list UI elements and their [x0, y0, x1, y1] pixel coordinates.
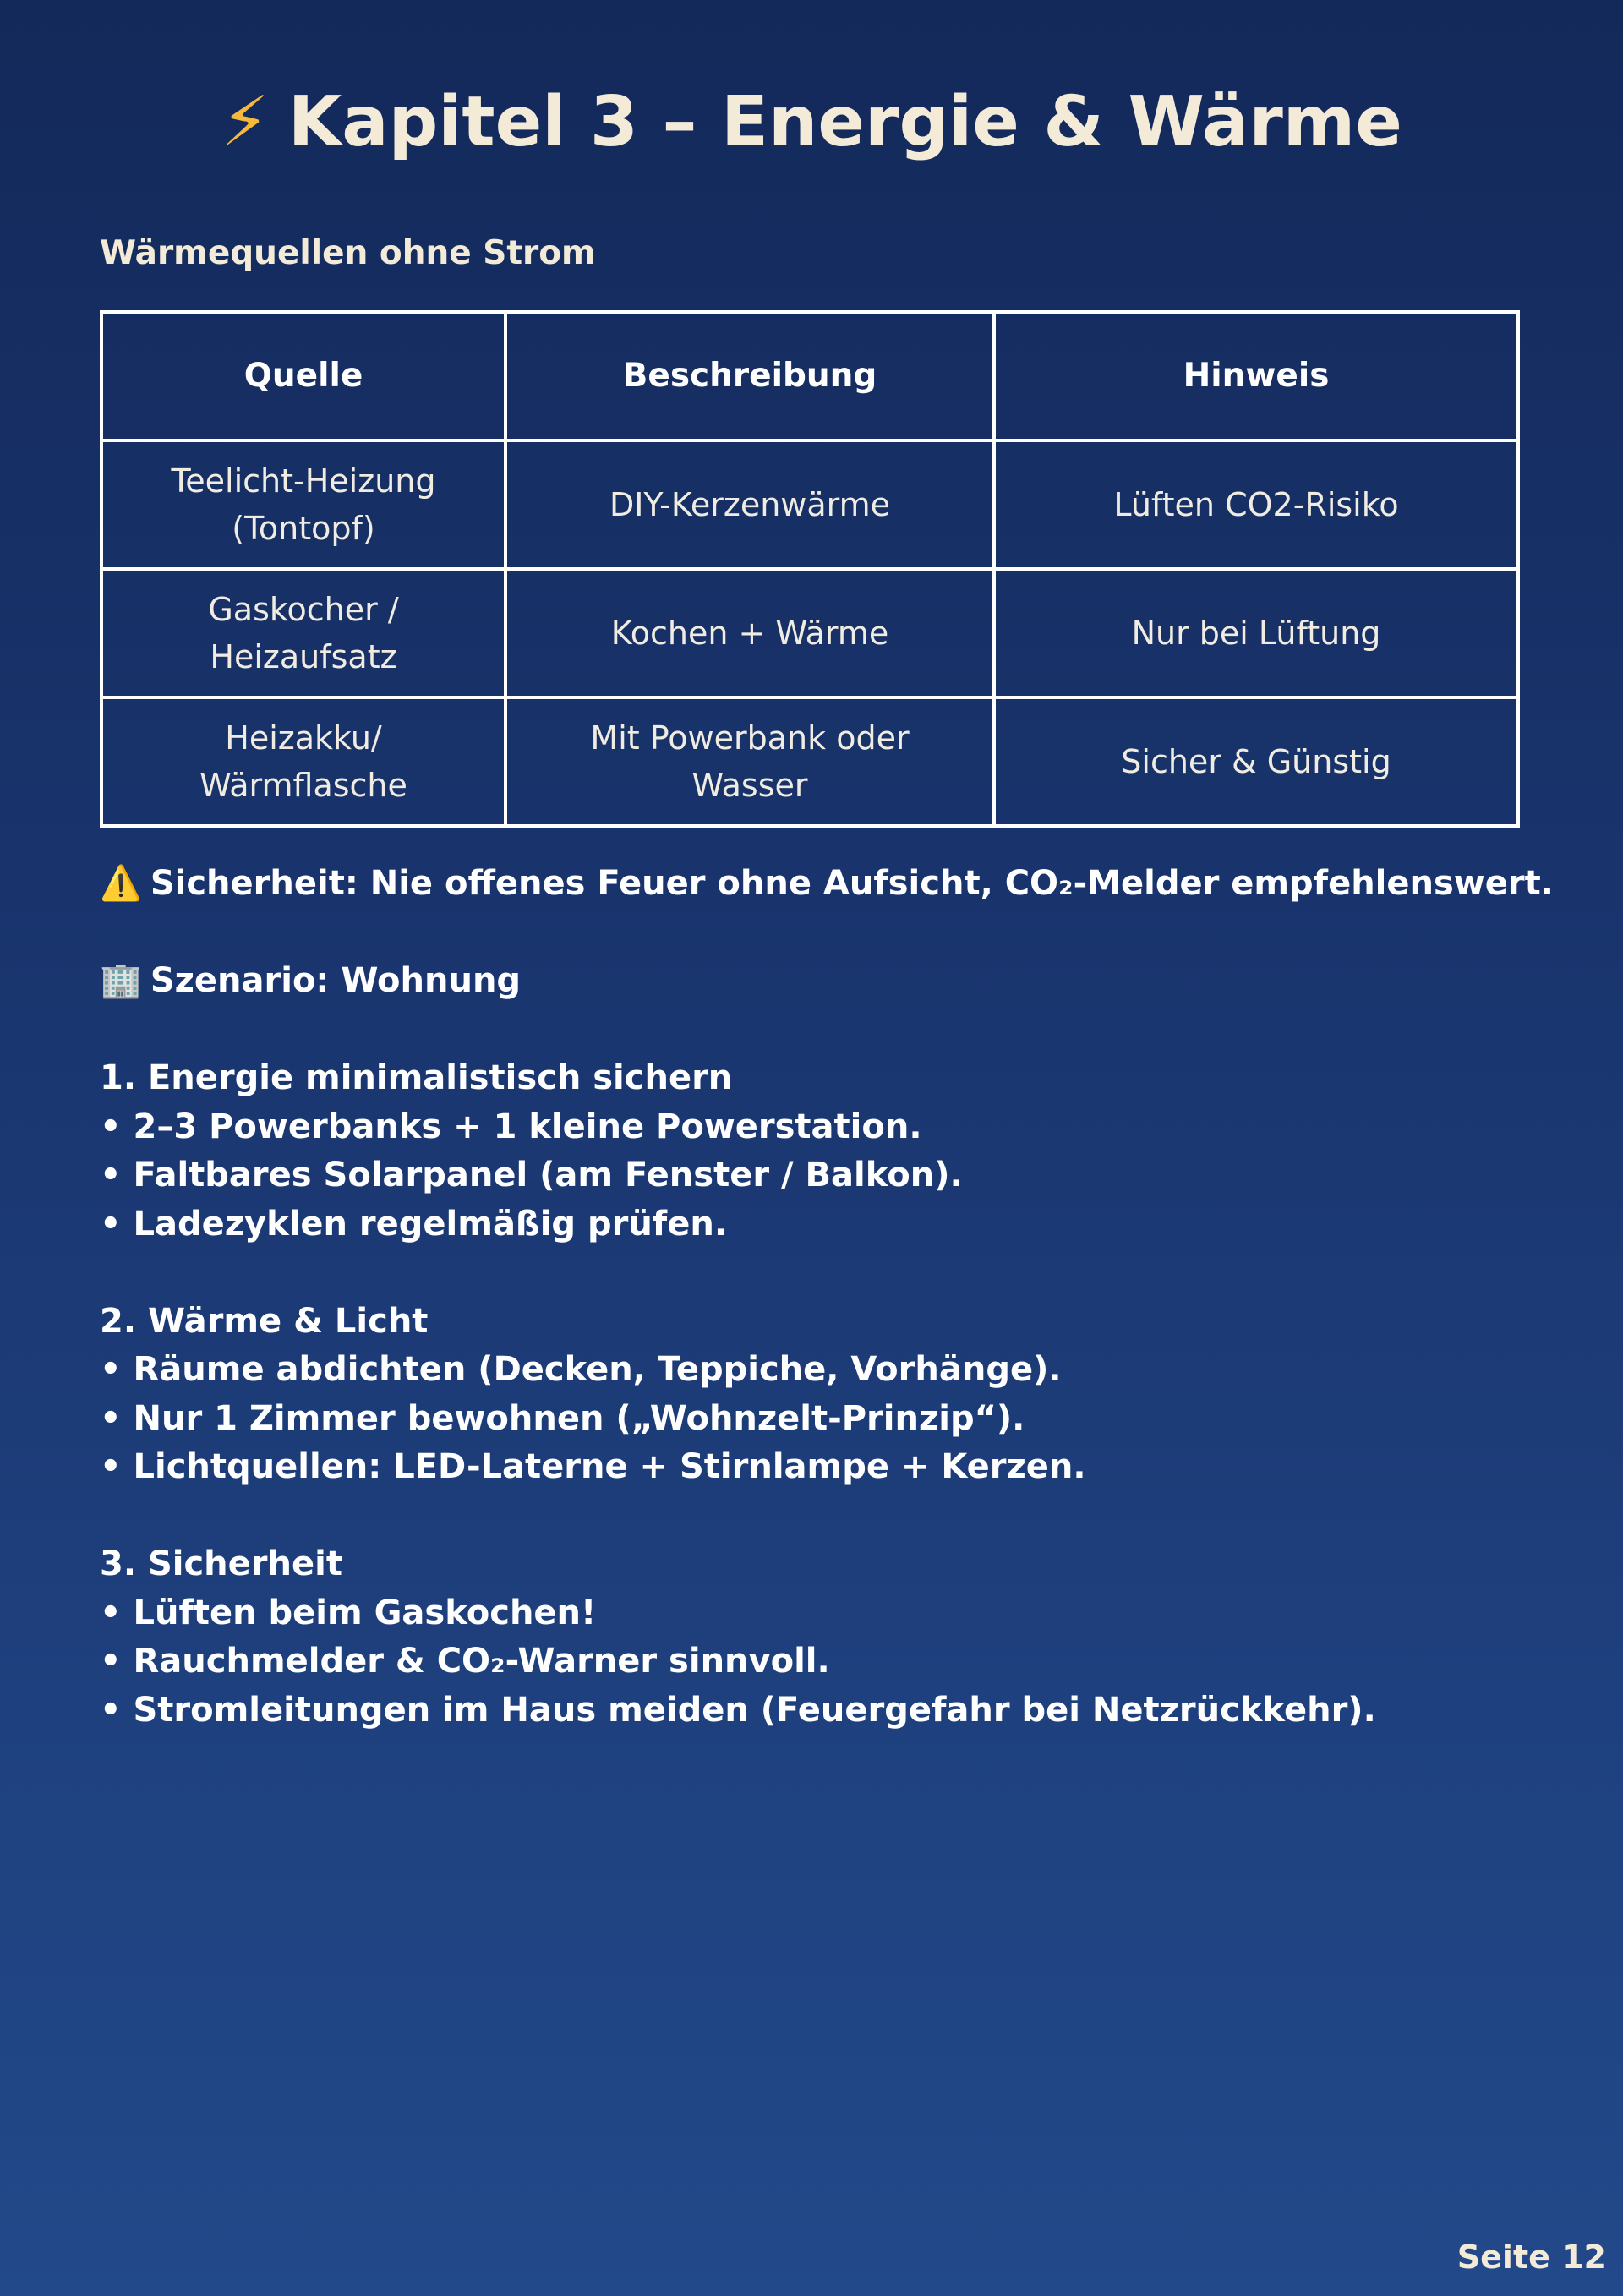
- building-icon: 🏢: [100, 961, 142, 1000]
- cell-description: [505, 697, 994, 826]
- cell-source: [101, 440, 505, 569]
- list-item: • Stromleitungen im Haus meiden (Feuergefahr bei Netzrückkehr).: [100, 1690, 1376, 1730]
- cell-description: [505, 569, 994, 697]
- table-header-row: [101, 312, 1518, 440]
- safety-note-text: Sicherheit: Nie offenes Feuer ohne Aufsicht, CO₂-Melder empfehlenswert.: [150, 864, 1554, 903]
- page-number: Seite 12: [1456, 2239, 1606, 2276]
- list-item: • Lüften beim Gaskochen!: [100, 1593, 597, 1632]
- cell-description-line: DIY-Kerzenwärme: [609, 486, 891, 523]
- cell-source-line: Heizakku/: [225, 719, 382, 757]
- cell-description-line: Mit Powerbank oder: [590, 719, 910, 757]
- table-row: [101, 440, 1518, 569]
- section-heading: 3. Sicherheit: [100, 1544, 342, 1583]
- page-title: [0, 76, 1623, 169]
- spacer: [100, 1006, 1537, 1055]
- list-item: • Lichtquellen: LED-Laterne + Stirnlampe + Kerzen.: [100, 1447, 1086, 1486]
- column-header-source: Quelle: [101, 312, 505, 440]
- body-text: [100, 860, 1554, 1735]
- column-header-description: Beschreibung: [505, 312, 994, 440]
- scenario-title-text: Szenario: Wohnung: [150, 961, 522, 1000]
- section-heading: 1. Energie minimalistisch sichern: [100, 1058, 733, 1097]
- cell-description-line: Wasser: [691, 767, 808, 804]
- list-item: • Ladezyklen regelmäßig prüfen.: [100, 1204, 728, 1244]
- heat-sources-table: [100, 310, 1520, 828]
- section-heading: 2. Wärme & Licht: [100, 1301, 429, 1341]
- cell-note: Lüften CO2-Risiko: [994, 440, 1518, 569]
- cell-note: Nur bei Lüftung: [994, 569, 1518, 697]
- scenario-title: [100, 957, 1537, 1006]
- page-title-text: Kapitel 3 – Energie & Wärme: [287, 82, 1402, 162]
- cell-source: [101, 697, 505, 826]
- table-row: [101, 569, 1518, 697]
- column-header-note: Hinweis: [994, 312, 1518, 440]
- list-item: • Räume abdichten (Decken, Teppiche, Vorhänge).: [100, 1350, 1062, 1389]
- cell-description-line: Kochen + Wärme: [610, 615, 889, 652]
- list-item: • Faltbares Solarpanel (am Fenster / Balkon).: [100, 1156, 963, 1194]
- cell-source-line: Heizaufsatz: [210, 638, 397, 675]
- spacer: [100, 909, 1537, 958]
- cell-source-line: Wärmflasche: [199, 767, 407, 804]
- cell-source: [101, 569, 505, 697]
- spacer: [100, 1492, 1537, 1541]
- table-row: [101, 697, 1518, 826]
- heat-sources-heading: Wärmequellen ohne Strom: [100, 234, 596, 272]
- cell-source-line: Teelicht-Heizung: [171, 462, 436, 500]
- lightning-icon: ⚡: [221, 82, 270, 162]
- cell-source-line: Gaskocher /: [208, 591, 399, 628]
- safety-note: [100, 860, 1554, 909]
- list-item: • 2–3 Powerbanks + 1 kleine Powerstation.: [100, 1107, 922, 1146]
- list-item: • Rauchmelder & CO₂-Warner sinnvoll.: [100, 1642, 830, 1681]
- cell-note: Sicher & Günstig: [994, 697, 1518, 826]
- list-item: • Nur 1 Zimmer bewohnen („Wohnzelt-Prinzip“).: [100, 1398, 1025, 1438]
- spacer: [100, 1249, 1537, 1298]
- cell-source-line: (Tontopf): [232, 510, 375, 547]
- cell-description: [505, 440, 994, 569]
- warning-icon: ⚠️: [100, 864, 142, 903]
